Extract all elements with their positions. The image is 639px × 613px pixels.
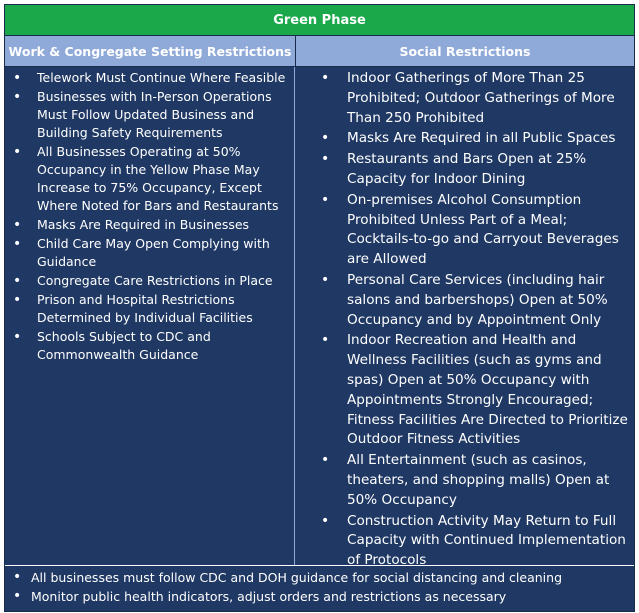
bullet-icon: • [13,273,22,289]
work-restrictions-header: Work & Congregate Setting Restrictions [5,36,296,66]
list-item: • Congregate Care Restrictions in Place [13,273,273,289]
list-item: • Construction Activity May Return to Full Capacity with Continued Implementation of Protocols [321,512,626,569]
bullet-icon: • [13,569,22,585]
bullet-icon: • [13,217,22,233]
social-restrictions-header: Social Restrictions [399,43,531,59]
social-restrictions-list [295,67,634,571]
list-item: • Prison and Hospital Restrictions Determined by Individual Facilities [13,292,253,325]
list-item: • Restaurants and Bars Open at 25% Capacity for Indoor Dining [321,151,587,187]
work-restrictions-list [5,67,294,364]
list-item: • Schools Subject to CDC and Commonwealth Guidance [13,329,211,362]
list-item: • All Entertainment (such as casinos, theaters, and shopping malls) Open at 50% Occupancy [321,452,610,508]
list-item: • Monitor public health indicators, adjust orders and restrictions as necessary [13,588,507,604]
list-item: • Indoor Gatherings of More Than 25 Prohibited; Outdoor Gatherings of More Than 250 Prohibited [321,70,615,126]
bullet-icon: • [13,236,22,252]
bullet-icon: • [13,329,22,345]
social-restrictions-column [295,67,634,569]
bullet-icon: • [321,130,330,147]
list-item: • All businesses must follow CDC and DOH guidance for social distancing and cleaning [13,569,563,585]
bullet-icon: • [13,292,22,308]
restrictions-body [5,67,634,569]
list-item: • Personal Care Services (including hair salons and barbershops) Open at 50% Occupancy and by Appointment Only [321,271,608,328]
list-item: • Masks Are Required in all Public Spaces [347,129,628,149]
green-phase-table [4,4,635,612]
list-item: • Child Care May Open Complying with Guidance [13,236,270,269]
bullet-icon: • [13,89,22,105]
bullet-icon: • [13,70,22,86]
bullet-icon: • [321,151,330,168]
table-title: Green Phase [5,5,634,36]
footer-list [5,568,634,606]
bullet-icon: • [321,512,330,529]
list-item: • Masks Are Required in Businesses [13,217,250,233]
bullet-icon: • [321,191,330,208]
work-restrictions-column [5,67,295,565]
general-guidance-footer [5,566,634,611]
list-item: • On-premises Alcohol Consumption Prohibited Unless Part of a Meal; Cocktails-to-go and Carryout Beverages are Allowed [321,191,619,268]
header-row [5,36,634,67]
list-item: • Indoor Recreation and Health and Wellness Facilities (such as gyms and spas) Open at 50% Occupancy with Appointments Strongly Encouraged; Fitness Facilities Are Directed to Prioritize Outdoor Fitness Activities [321,332,628,448]
bullet-icon: • [321,70,330,86]
bullet-icon: • [321,271,330,288]
bullet-icon: • [13,144,22,160]
list-item: • All Businesses Operating at 50% Occupancy in the Yellow Phase May Increase to 75% Occupancy, Except Where Noted for Bars and Restaurants [13,144,279,213]
list-item: • Businesses with In-Person Operations Must Follow Updated Business and Building Safety Requirements [13,89,272,140]
list-item: • Telework Must Continue Where Feasible [13,70,286,86]
bullet-icon: • [13,588,22,604]
bullet-icon: • [321,332,330,349]
bullet-icon: • [321,452,330,469]
